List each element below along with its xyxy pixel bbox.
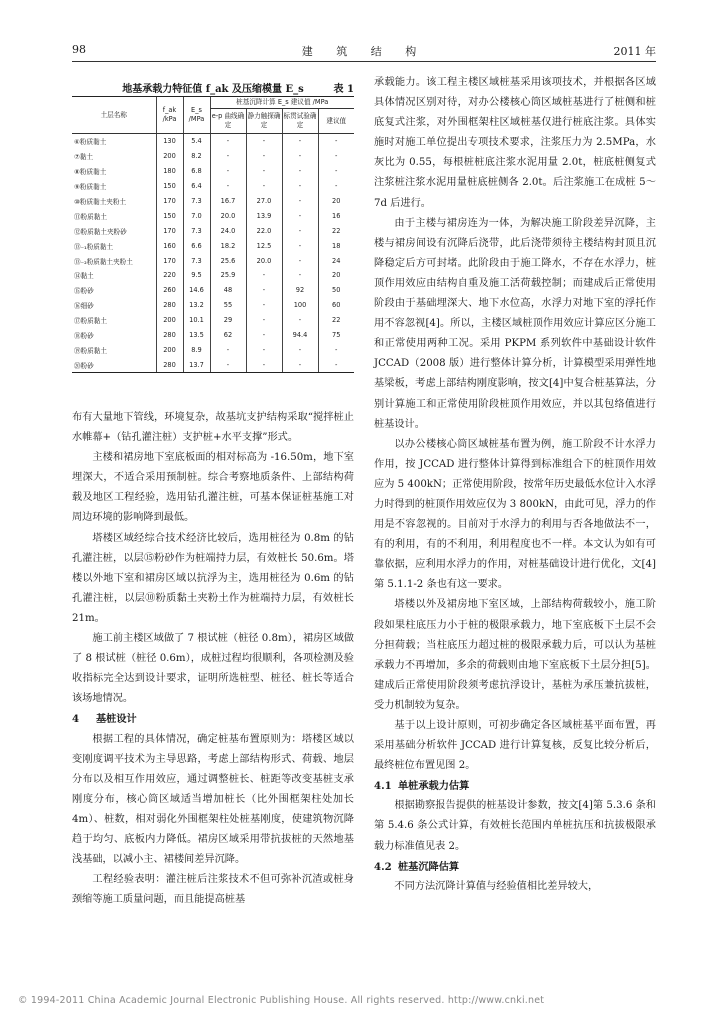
paragraph: 施工前主楼区域做了 7 根试桩（桩径 0.8m），裙房区域做了 8 根试桩（桩径 0.6m），成桩过程均很顺利，各项检测及验收指标完全达到设计要求，证明所选桩型、桩径、桩长等适合该场地情况。 [72, 633, 354, 705]
paragraph: 不同方法沉降计算值与经验值相比差异较大， [394, 880, 599, 892]
section-heading-4-1 [374, 776, 656, 796]
value-cell: 92 [282, 283, 318, 298]
col-header-group: 桩基沉降计算 E_s 建议值 /MPa [210, 97, 354, 109]
paragraph: 承载能力。该工程主楼区域桩基采用该项技术，并根据各区域具体情况区别对待，对办公楼核心筒区域桩基进行了桩侧和桩底复式注浆，对外围框架柱区域桩基仅进行桩底注浆。具体实施时对施工单位提出专项技术要求，注浆压力为 2.5MPa，水灰比为 0.55，每根桩桩底注浆水泥用量 2.0t，桩底桩侧复式注浆桩注浆水泥用量桩底桩侧各 2.0t。后注浆施工在成桩 5～7d 后进行。 [374, 77, 656, 209]
table-row [72, 253, 354, 268]
section-number: 4 [72, 713, 80, 726]
copyright-footer: © 1994-2011 China Academic Journal Electronic Publishing House. All rights reserved. http://www.cnki.net [18, 995, 545, 1006]
value-cell: 6.6 [183, 238, 210, 253]
value-cell: 260 [156, 283, 183, 298]
value-cell: 280 [156, 357, 183, 372]
value-cell: 10.1 [183, 313, 210, 328]
value-cell: - [246, 179, 282, 194]
value-cell: 25.6 [210, 253, 246, 268]
soil-name-cell: ⑦黏土 [74, 153, 94, 162]
table-title: 地基承载力特征值 f_ak 及压缩模量 E_s [122, 84, 304, 95]
value-cell: 6.8 [183, 164, 210, 179]
journal-name: 建 筑 结 构 [301, 45, 427, 58]
soil-name-cell: ⑱粉砂 [74, 332, 94, 341]
value-cell: 18 [318, 238, 354, 253]
table-row [72, 194, 354, 209]
table-row [72, 313, 354, 328]
value-cell: 14.6 [183, 283, 210, 298]
value-cell: - [282, 134, 318, 149]
value-cell: 22 [318, 313, 354, 328]
value-cell: - [318, 357, 354, 372]
value-cell: 9.5 [183, 268, 210, 283]
section-heading-4 [72, 709, 354, 729]
value-cell: - [282, 208, 318, 223]
value-cell: 180 [156, 164, 183, 179]
soil-name-cell: ⑬₋₂粉质黏土夹粉土 [74, 257, 133, 266]
value-cell: - [246, 313, 282, 328]
value-cell: 200 [156, 342, 183, 357]
value-cell: 5.4 [183, 134, 210, 149]
paragraph: 基于以上设计原则，可初步确定各区域桩基平面布置，再采用基础分析软件 JCCAD 进行计算复核，反复比较分析后，最终桩位布置见图 2。 [374, 720, 656, 772]
value-cell: - [282, 357, 318, 372]
value-cell: 75 [318, 328, 354, 343]
value-cell: - [246, 283, 282, 298]
value-cell: 13.7 [183, 357, 210, 372]
journal-year: 2011 年 [613, 45, 656, 58]
paragraph: 布有大量地下管线，环境复杂，故基坑支护结构采取“搅拌桩止水帷幕+（钻孔灌注桩）支护桩+水平支撑”形式。 [72, 412, 354, 444]
value-cell: 7.3 [183, 194, 210, 209]
value-cell: 24.0 [210, 223, 246, 238]
table-row [72, 328, 354, 343]
value-cell: - [246, 149, 282, 164]
soil-name-cell: ⑨粉质黏土 [74, 183, 107, 192]
soil-parameter-table [72, 96, 354, 373]
table-row [72, 238, 354, 253]
value-cell: - [318, 179, 354, 194]
value-cell: - [282, 179, 318, 194]
soil-name-cell: ⑧粉质黏土 [74, 168, 107, 177]
table-row [72, 223, 354, 238]
soil-name-cell: ⑰粉质黏土 [74, 317, 107, 326]
section-number: 4.1 [374, 780, 392, 793]
col-header-ep: e-p 曲线确定 [210, 109, 246, 134]
value-cell: - [282, 313, 318, 328]
value-cell: - [282, 253, 318, 268]
running-header [72, 43, 656, 59]
table-row [72, 283, 354, 298]
value-cell: - [246, 357, 282, 372]
value-cell: 48 [210, 283, 246, 298]
value-cell: 24 [318, 253, 354, 268]
value-cell: - [282, 164, 318, 179]
value-cell: 20 [318, 194, 354, 209]
paragraph: 主楼和裙房地下室底板面的相对标高为 -16.50m，地下室埋深大，不适合采用预制桩。综合考察地质条件、上部结构荷载及地区工程经验，选用钻孔灌注桩，可基本保证桩基施工对周边环境的影响降到最低。 [72, 452, 354, 524]
value-cell: 8.9 [183, 342, 210, 357]
value-cell: - [246, 298, 282, 313]
paragraph: 以办公楼核心筒区域桩基布置为例，施工阶段不计水浮力作用，按 JCCAD 进行整体计算得到标准组合下的桩顶作用效应为 5 400kN；正常使用阶段，按常年历史最低水位计入水浮力时得到的桩顶作用效应仅为 3 800kN，由此可见，浮力的作用是不容忽视的。目前对于水浮力的利用与否各地做法不一，有的利用，有的不利用，利用程度也不一样。本文认为如有可靠依据，应利用水浮力的作用，对桩基础设计进行优化，文[4]第 5.1.1-2 条也有这一要求。 [374, 438, 656, 591]
right-column [374, 73, 656, 897]
value-cell: 62 [210, 328, 246, 343]
value-cell: 50 [318, 283, 354, 298]
value-cell: 20.0 [246, 253, 282, 268]
paragraph: 根据工程的具体情况，确定桩基布置原则为：塔楼区域以变刚度调平技术为主导思路，考虑上部结构形式、荷载、地层分布以及相互作用效应，通过调整桩长、桩距等改变基桩支承刚度分布，核心筒区域适当增加桩长（比外围框架柱处加长 4m）、桩数，相对弱化外围框架柱处桩基刚度，使建筑物沉降趋于均匀、底板内力降低。裙房区域采用带抗拔桩的天然地基浅基础，以减小主、裙楼间差异沉降。 [72, 733, 354, 866]
value-cell: 27.0 [246, 194, 282, 209]
section-title: 单桩承载力估算 [398, 780, 470, 793]
value-cell: 16.7 [210, 194, 246, 209]
value-cell: - [246, 328, 282, 343]
value-cell: 170 [156, 223, 183, 238]
table-row [72, 357, 354, 372]
paragraph: 由于主楼与裙房连为一体，为解决施工阶段差异沉降，主楼与裙房间设有沉降后浇带，此后浇带须待主楼结构封顶且沉降稳定后方可封堵。此阶段由于施工降水，不存在水浮力，桩顶作用效应由结构自重及施工活荷载控制；而建成后正常使用阶段由于基础埋深大、地下水位高，水浮力对地下室的浮托作用不容忽视[4]。所以，主楼区域桩顶作用效应计算应区分施工和正常使用两种工况。采用 PKPM 系列软件中基础设计软件 JCCAD（2008 版）进行整体计算分析，计算模型采用弹性地基梁板，考虑上部结构刚度影响，按文[4]中复合桩基算法，分别计算施工和正常使用阶段桩顶作用效应，并以其包络值进行桩基设计。 [374, 217, 656, 430]
value-cell: - [246, 134, 282, 149]
soil-name-cell: ⑳粉砂 [72, 357, 156, 372]
paragraph: 塔楼以外及裙房地下室区域，上部结构荷载较小，施工阶段如果柱底压力小于桩的极限承载力，地下室底板下土层不会分担荷载；当柱底压力超过桩的极限承载力后，可以认为基桩承载力不再增加，多余的荷载则由地下室底板下土层分担[5]。建成后正常使用阶段须考虑抗浮设计，基桩为承压兼抗拔桩，受力机制较为复杂。 [374, 599, 656, 711]
value-cell: 6.4 [183, 179, 210, 194]
value-cell: 60 [318, 298, 354, 313]
value-cell: - [246, 342, 282, 357]
value-cell: - [210, 134, 246, 149]
value-cell: 20 [318, 268, 354, 283]
value-cell: 200 [156, 313, 183, 328]
value-cell: - [282, 194, 318, 209]
value-cell: 22 [318, 223, 354, 238]
value-cell: - [210, 179, 246, 194]
value-cell: - [282, 223, 318, 238]
value-cell: 200 [156, 149, 183, 164]
soil-name-cell: ⑩粉质黏土夹粉土 [74, 198, 127, 206]
left-column [72, 408, 354, 910]
header-rule [72, 61, 656, 62]
value-cell: - [282, 238, 318, 253]
value-cell: 22.0 [246, 223, 282, 238]
value-cell: 7.3 [183, 223, 210, 238]
soil-name-cell: ⑬₋₁粉质黏土 [74, 242, 114, 251]
value-cell: - [246, 164, 282, 179]
value-cell: 20.0 [210, 208, 246, 223]
value-cell: 100 [282, 298, 318, 313]
soil-name-cell: ⑫粉质黏土夹粉砂 [74, 227, 127, 236]
value-cell: - [210, 164, 246, 179]
col-header-fak: f_ak /kPa [156, 97, 183, 134]
value-cell: - [282, 149, 318, 164]
soil-name-cell: ⑥粉质黏土 [74, 138, 107, 147]
soil-name-cell: ⑲粉质黏土 [74, 346, 107, 355]
value-cell: 29 [210, 313, 246, 328]
soil-name-cell: ⑪粉质黏土 [74, 212, 107, 221]
paragraph: 根据勘察报告提供的桩基设计参数，按文[4]第 5.3.6 条和第 5.4.6 条公式计算，有效桩长范围内单桩抗压和抗拔极限承载力标准值见表 2。 [374, 800, 656, 852]
section-title: 桩基沉降估算 [398, 860, 460, 873]
value-cell: 8.2 [183, 149, 210, 164]
value-cell: - [318, 149, 354, 164]
value-cell: - [246, 268, 282, 283]
value-cell: - [210, 149, 246, 164]
value-cell: - [318, 134, 354, 149]
value-cell: 150 [156, 179, 183, 194]
col-header-cpt: 静力触探确定 [246, 109, 282, 134]
table-row [72, 208, 354, 223]
value-cell: 280 [156, 328, 183, 343]
value-cell: 13.5 [183, 328, 210, 343]
value-cell: 170 [156, 253, 183, 268]
value-cell: 13.9 [246, 208, 282, 223]
value-cell: - [210, 342, 246, 357]
table-row [72, 298, 354, 313]
soil-name-cell: ⑯细砂 [74, 302, 94, 311]
paragraph: 塔楼区域经综合技术经济比较后，选用桩径为 0.8m 的钻孔灌注桩，以层⑮粉砂作为桩端持力层，有效桩长 50.6m。塔楼以外地下室和裙房区域以抗浮为主，选用桩径为 0.6m 的钻孔灌注桩，以层⑩粉质黏土夹粉土作为桩端持力层，有效桩长 21m。 [72, 532, 354, 624]
value-cell: 220 [156, 268, 183, 283]
value-cell: - [318, 164, 354, 179]
value-cell: 13.2 [183, 298, 210, 313]
soil-name-cell: ⑮粉砂 [74, 287, 94, 296]
table-number: 表 1 [333, 84, 354, 95]
paragraph: 工程经验表明：灌注桩后注浆技术不但可弥补沉渣或桩身颈缩等施工质量问题，而且能提高桩基 [72, 874, 354, 906]
table-row [72, 268, 354, 283]
value-cell: 130 [156, 134, 183, 149]
value-cell: - [210, 357, 246, 372]
col-header-es: E_s /MPa [183, 97, 210, 134]
value-cell: 280 [156, 298, 183, 313]
soil-name-cell: ⑭黏土 [74, 272, 94, 281]
value-cell: - [318, 342, 354, 357]
col-header-suggested: 建议值 [318, 109, 354, 134]
value-cell: 16 [318, 208, 354, 223]
col-header-spt: 标贯试验确定 [282, 109, 318, 134]
table-row [72, 179, 354, 194]
value-cell: 55 [210, 298, 246, 313]
value-cell: 94.4 [282, 328, 318, 343]
table-row [72, 164, 354, 179]
col-header-soil-name: 土层名称 [72, 97, 156, 134]
table-row [72, 342, 354, 357]
section-heading-4-2 [374, 857, 656, 877]
table-row [72, 149, 354, 164]
table-row [72, 134, 354, 149]
value-cell: 150 [156, 208, 183, 223]
value-cell: 25.9 [210, 268, 246, 283]
table-body [72, 134, 354, 373]
page-number: 98 [72, 43, 86, 56]
value-cell: - [282, 268, 318, 283]
value-cell: 160 [156, 238, 183, 253]
value-cell: 12.5 [246, 238, 282, 253]
value-cell: 7.0 [183, 208, 210, 223]
value-cell: 170 [156, 194, 183, 209]
section-number: 4.2 [374, 860, 392, 873]
value-cell: - [282, 342, 318, 357]
value-cell: 18.2 [210, 238, 246, 253]
section-title: 基桩设计 [96, 713, 137, 726]
value-cell: 7.3 [183, 253, 210, 268]
